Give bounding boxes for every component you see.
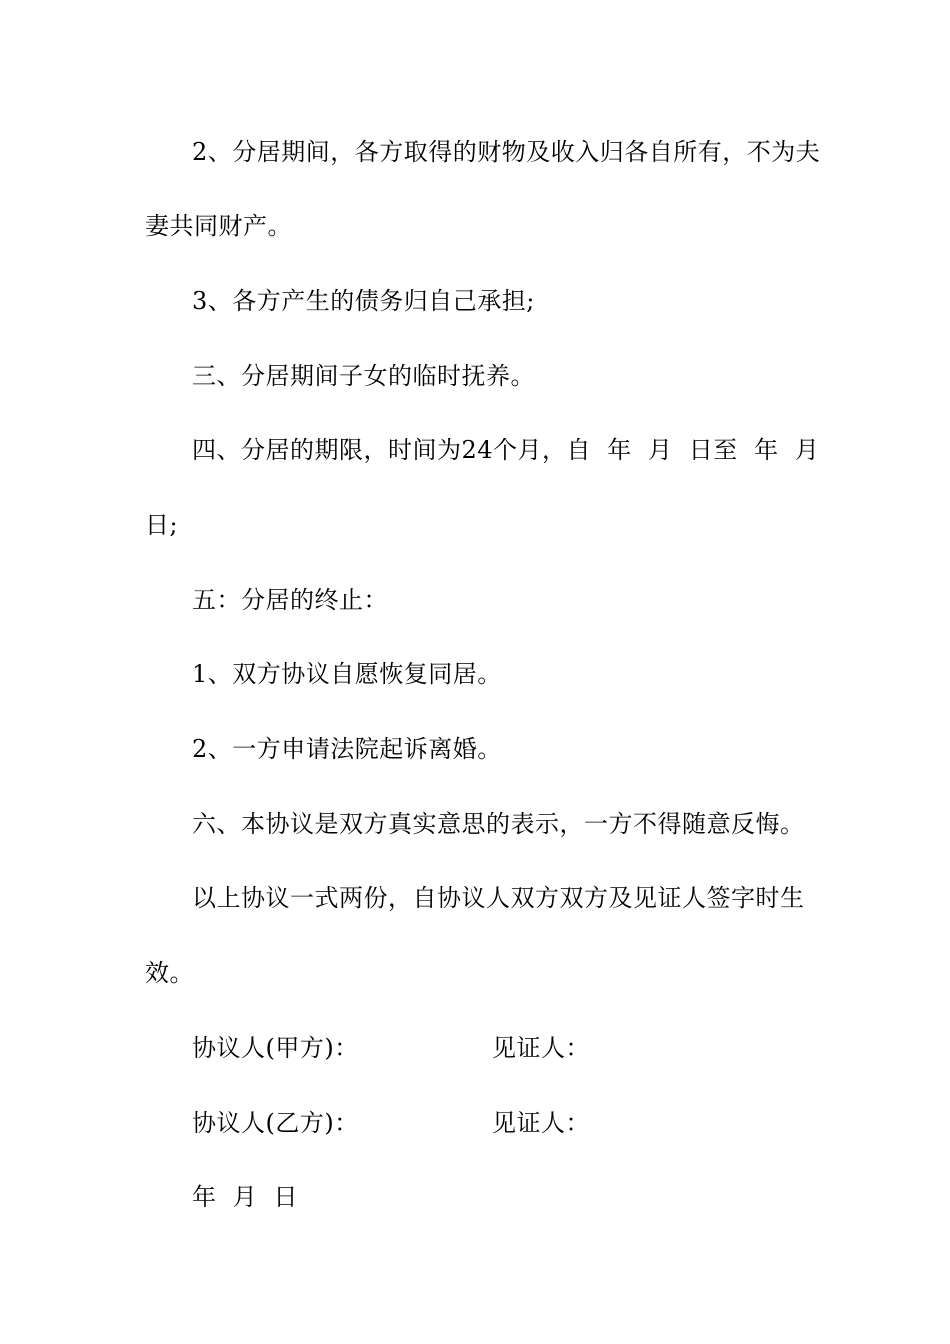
date-line: 年 月 日 [192,1183,299,1211]
section-six: 六、本协议是双方真实意思的表示，一方不得随意反悔。 [192,810,805,838]
closing-line-2: 效。 [145,959,194,987]
party-b-label: 协议人(乙方)： [192,1109,359,1137]
section-three-heading: 三、分居期间子女的临时抚养。 [192,362,535,390]
section-five-heading: 五：分居的终止： [192,586,388,614]
clause-2-line-2: 妻共同财产。 [145,212,292,240]
section-four-line-1: 四、分居的期限，时间为24个月，自 年 月 日至 年 月 [192,436,820,464]
termination-item-2: 2、一方申请法院起诉离婚。 [192,735,502,763]
closing-line-1: 以上协议一式两份，自协议人双方双方及见证人签字时生 [192,884,805,912]
party-a-label: 协议人(甲方)： [192,1034,359,1062]
clause-2-line-1: 2、分居期间，各方取得的财物及收入归各自所有，不为夫 [192,138,821,166]
termination-item-1: 1、双方协议自愿恢复同居。 [192,660,502,688]
witness-a-label: 见证人： [492,1034,590,1062]
clause-3: 3、各方产生的债务归自己承担; [192,287,535,315]
witness-b-label: 见证人： [492,1109,590,1137]
section-four-line-2: 日; [145,511,179,539]
